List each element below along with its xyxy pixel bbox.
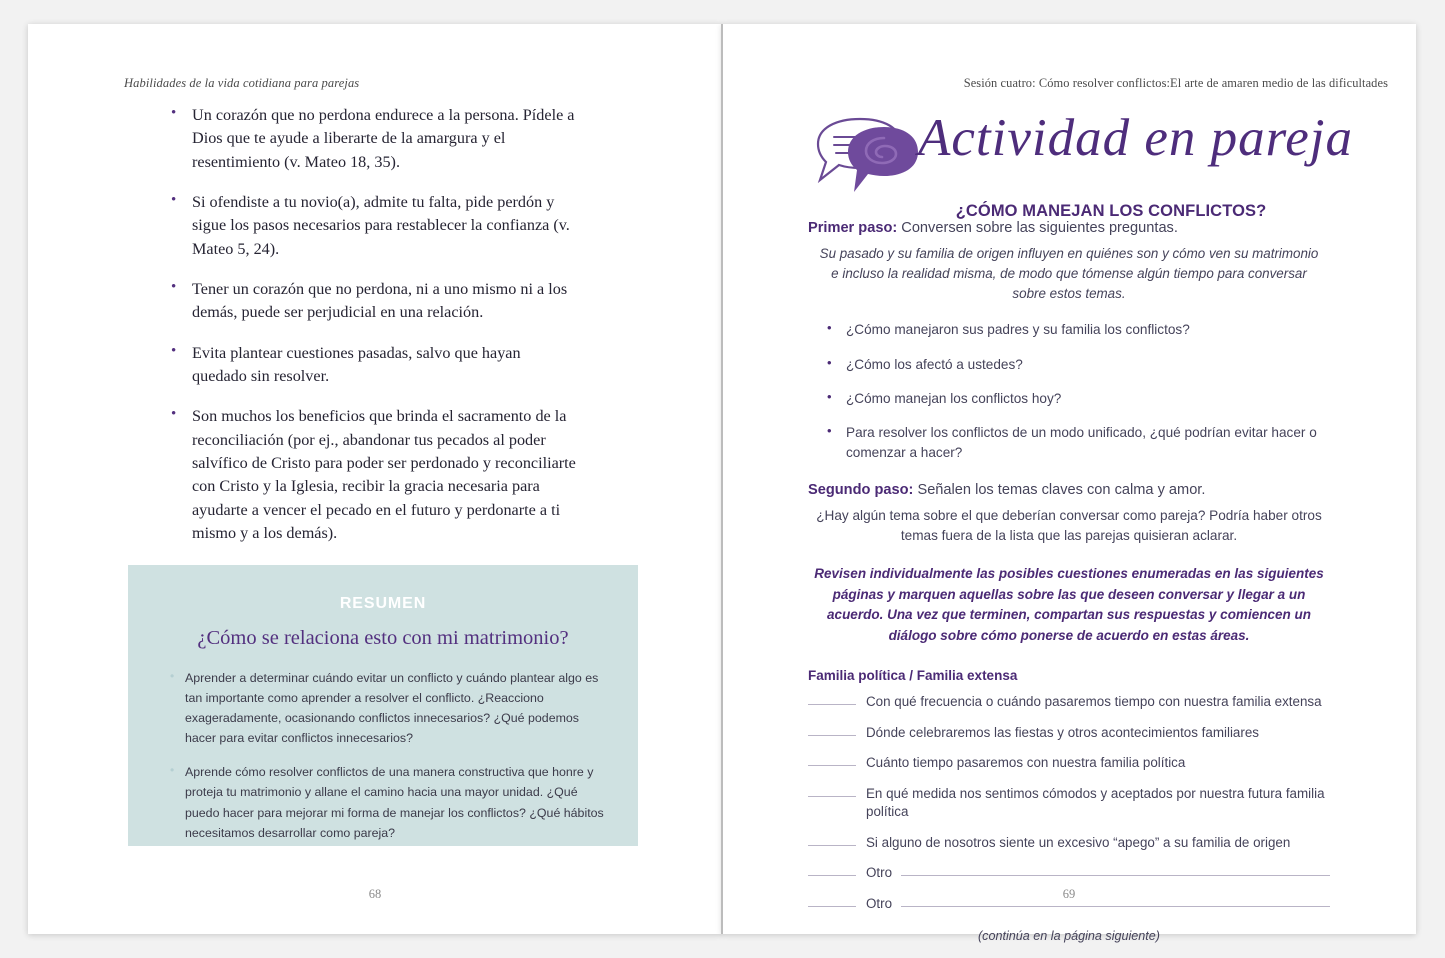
- step-one-question-list: [824, 320, 1330, 461]
- checklist-label: Otro: [866, 895, 893, 911]
- list-item: • Si ofendiste a tu novio(a), admite tu falta, pide perdón y sigue los pasos necesarios para restablecer la confianza (v. Mateo 5, 24).: [168, 191, 578, 261]
- list-item: • Para resolver los conflictos de un modo unificado, ¿qué podrían evitar hacer o comenzar a hacer?: [824, 423, 1330, 462]
- step-one-intro: Su pasado y su familia de origen influyen en quiénes son y cómo ven su matrimonio e incluso la realidad misma, de modo que tómense algún tiempo para conversar sobre estos temas.: [819, 246, 1319, 302]
- checklist-row[interactable]: [808, 834, 1330, 853]
- checklist-row[interactable]: [808, 785, 1330, 822]
- book-spine: [721, 24, 723, 934]
- write-in-rule[interactable]: [808, 765, 856, 766]
- step-two-note: ¿Hay algún tema sobre el que deberían conversar como pareja? Podría haber otros temas fuera de la lista que las parejas quisieran aclarar.: [816, 507, 1322, 543]
- step-one-text: Conversen sobre las siguientes preguntas.: [897, 220, 1178, 236]
- step-two-text: Señalen los temas claves con calma y amor.: [913, 481, 1206, 498]
- summary-bullet-list: [170, 668, 612, 843]
- activity-body: [808, 220, 1330, 943]
- page-number-right: 69: [1062, 887, 1076, 901]
- running-head-right: Sesión cuatro: Cómo resolver conflictos:El arte de amaren medio de las dificultades: [963, 76, 1388, 90]
- activity-title: Actividad en pareja: [918, 109, 1354, 167]
- step-one-line: [808, 220, 1330, 236]
- category-title: Familia política / Familia extensa: [808, 668, 1018, 684]
- page-right: [722, 24, 1416, 944]
- list-item: • ¿Cómo manejaron sus padres y su familia los conflictos?: [824, 320, 1330, 339]
- activity-header: [722, 102, 1416, 222]
- list-item: • Un corazón que no perdona endurece a la persona. Pídele a Dios que te ayude a liberarte de la amargura y el resentimiento (v. Mateo 18, 35).: [168, 104, 578, 174]
- write-in-line[interactable]: [901, 875, 1330, 876]
- write-in-rule[interactable]: [808, 906, 856, 907]
- checklist-row-other[interactable]: [808, 864, 1330, 883]
- continues-note: (continúa en la página siguiente): [977, 929, 1161, 944]
- step-one-label: Primer paso:: [808, 220, 898, 236]
- list-item: • Tener un corazón que no perdona, ni a uno mismo ni a los demás, puede ser perjudicial en una relación.: [168, 278, 578, 325]
- checklist: [808, 693, 1330, 913]
- summary-box: [128, 565, 638, 846]
- step-two-line: [808, 482, 1330, 498]
- list-item: • Aprender a determinar cuándo evitar un conflicto y cuándo plantear algo es tan importante como aprender a resolver el conflicto. ¿Reacciono exageradamente, ocasionando conflictos innecesarios? ¿Qué podemos hacer para evitar conflictos innecesarios?: [170, 668, 612, 748]
- activity-subtitle: ¿CÓMO MANEJAN LOS CONFLICTOS?: [955, 202, 1267, 220]
- checklist-label: Si alguno de nosotros siente un excesivo “apego” a su familia de origen: [866, 834, 1291, 850]
- list-item: • ¿Cómo los afectó a ustedes?: [824, 355, 1330, 374]
- summary-heading: ¿Cómo se relaciona esto con mi matrimonio?: [197, 627, 569, 649]
- list-item: • ¿Cómo manejan los conflictos hoy?: [824, 389, 1330, 408]
- page-number-left: 68: [368, 887, 382, 901]
- step-two-section: [808, 482, 1330, 646]
- checklist-label: En qué medida nos sentimos cómodos y aceptados por nuestra futura familia política: [866, 785, 1325, 820]
- write-in-rule[interactable]: [808, 735, 856, 736]
- checklist-label: Con qué frecuencia o cuándo pasaremos tiempo con nuestra familia extensa: [866, 694, 1322, 710]
- write-in-rule[interactable]: [808, 704, 856, 705]
- checklist-row[interactable]: [808, 754, 1330, 773]
- left-bullet-list: [168, 104, 578, 562]
- checklist-label: Otro: [866, 865, 893, 881]
- page-left: [28, 24, 722, 934]
- write-in-rule[interactable]: [808, 845, 856, 846]
- summary-label: RESUMEN: [339, 595, 427, 612]
- write-in-rule[interactable]: [808, 875, 856, 876]
- speech-bubbles-icon: [804, 114, 924, 202]
- checklist-row[interactable]: [808, 724, 1330, 743]
- step-two-emphasis: Revisen individualmente las posibles cuestiones enumeradas en las siguientes páginas y marquen aquellas sobre las que deseen conversar y llegar a un acuerdo. Una vez que terminen, compartan sus respuestas y comiencen un diálogo sobre cómo ponerse de acuerdo en estas áreas.: [814, 566, 1324, 643]
- list-item: • Son muchos los beneficios que brinda el sacramento de la reconciliación (por ej., abandonar tus pecados al poder salvífico de Cristo para poder ser perdonado y reconciliarte con Cristo y la Iglesia, recibir la gracia necesaria para ayudarte a vencer el pecado en el futuro y perdonarte a ti mismo y a los demás).: [168, 405, 578, 545]
- checklist-label: Dónde celebraremos las fiestas y otros acontecimientos familiares: [866, 724, 1259, 740]
- step-two-label: Segundo paso:: [808, 481, 914, 498]
- checklist-label: Cuánto tiempo pasaremos con nuestra familia política: [866, 755, 1186, 771]
- write-in-rule[interactable]: [808, 796, 856, 797]
- list-item: • Aprende cómo resolver conflictos de una manera constructiva que honre y proteja tu matrimonio y allane el camino hacia una mayor unidad. ¿Qué puedo hacer para mejorar mi forma de manejar los conflictos? ¿Qué hábitos necesitamos desarrollar como pareja?: [170, 762, 612, 842]
- list-item: • Evita plantear cuestiones pasadas, salvo que hayan quedado sin resolver.: [168, 342, 578, 389]
- write-in-line[interactable]: [901, 906, 1330, 907]
- running-head-left: Habilidades de la vida cotidiana para parejas: [124, 76, 360, 90]
- checklist-row[interactable]: [808, 693, 1330, 712]
